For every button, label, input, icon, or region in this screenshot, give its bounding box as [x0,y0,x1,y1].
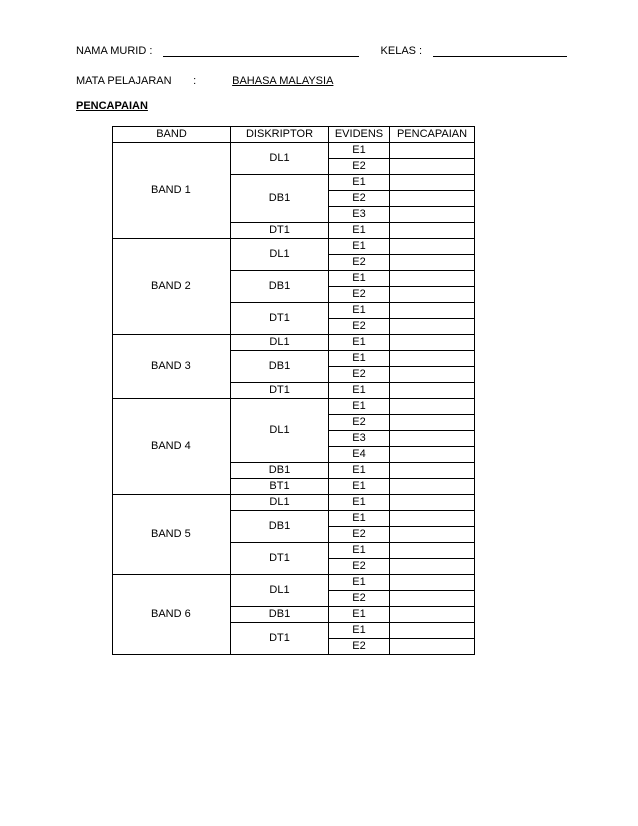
evidence-cell: E2 [329,415,390,431]
descriptor-cell: DL1 [231,239,329,271]
achievement-input-cell[interactable] [390,399,475,415]
evidence-cell: E1 [329,607,390,623]
achievement-input-cell[interactable] [390,303,475,319]
achievement-input-cell[interactable] [390,287,475,303]
header-pencapaian: PENCAPAIAN [390,127,475,143]
table-row [113,575,475,591]
evidence-cell: E3 [329,431,390,447]
descriptor-cell: DT1 [231,223,329,239]
header-band: BAND [113,127,231,143]
evidence-cell: E1 [329,463,390,479]
achievement-input-cell[interactable] [390,447,475,463]
evidence-cell: E1 [329,271,390,287]
achievement-input-cell[interactable] [390,591,475,607]
table-row [113,399,475,415]
achievement-input-cell[interactable] [390,223,475,239]
descriptor-cell: DL1 [231,399,329,463]
evidence-cell: E1 [329,623,390,639]
descriptor-cell: DB1 [231,175,329,223]
achievement-input-cell[interactable] [390,255,475,271]
evidence-cell: E1 [329,495,390,511]
evidence-cell: E1 [329,543,390,559]
descriptor-cell: DL1 [231,495,329,511]
descriptor-cell: DB1 [231,351,329,383]
achievement-input-cell[interactable] [390,607,475,623]
evidence-cell: E2 [329,591,390,607]
achievement-input-cell[interactable] [390,543,475,559]
evidence-cell: E2 [329,639,390,655]
achievement-input-cell[interactable] [390,623,475,639]
mata-pelajaran-label: MATA PELAJARAN [76,75,172,87]
descriptor-cell: DL1 [231,143,329,175]
achievement-input-cell[interactable] [390,463,475,479]
evidence-cell: E2 [329,191,390,207]
descriptor-cell: DT1 [231,303,329,335]
descriptor-cell: DT1 [231,383,329,399]
evidence-cell: E2 [329,527,390,543]
evidence-cell: E1 [329,479,390,495]
achievement-input-cell[interactable] [390,639,475,655]
achievement-input-cell[interactable] [390,559,475,575]
evidence-cell: E2 [329,255,390,271]
achievement-table [112,126,475,655]
band-cell: BAND 1 [113,143,231,239]
band-cell: BAND 6 [113,575,231,655]
evidence-cell: E1 [329,511,390,527]
evidence-cell: E1 [329,239,390,255]
band-cell: BAND 4 [113,399,231,495]
header-diskriptor: DISKRIPTOR [231,127,329,143]
descriptor-cell: DB1 [231,607,329,623]
evidence-cell: E1 [329,399,390,415]
achievement-input-cell[interactable] [390,191,475,207]
subject-value: BAHASA MALAYSIA [232,75,334,87]
evidence-cell: E4 [329,447,390,463]
descriptor-cell: DL1 [231,575,329,607]
nama-murid-field[interactable] [163,44,359,57]
table-body [113,143,475,655]
achievement-input-cell[interactable] [390,207,475,223]
subject-colon: : [193,75,197,87]
achievement-input-cell[interactable] [390,575,475,591]
band-cell: BAND 3 [113,335,231,399]
descriptor-cell: BT1 [231,479,329,495]
achievement-input-cell[interactable] [390,383,475,399]
achievement-input-cell[interactable] [390,351,475,367]
band-cell: BAND 5 [113,495,231,575]
achievement-input-cell[interactable] [390,527,475,543]
achievement-input-cell[interactable] [390,415,475,431]
evidence-cell: E1 [329,575,390,591]
header-evidens: EVIDENS [329,127,390,143]
achievement-input-cell[interactable] [390,479,475,495]
evidence-cell: E3 [329,207,390,223]
kelas-label: KELAS : [380,45,423,57]
achievement-input-cell[interactable] [390,335,475,351]
achievement-input-cell[interactable] [390,511,475,527]
achievement-input-cell[interactable] [390,495,475,511]
evidence-cell: E2 [329,559,390,575]
achievement-input-cell[interactable] [390,239,475,255]
evidence-cell: E1 [329,143,390,159]
section-title: PENCAPAIAN [76,100,148,112]
achievement-input-cell[interactable] [390,175,475,191]
achievement-input-cell[interactable] [390,159,475,175]
evidence-cell: E1 [329,223,390,239]
table-row [113,495,475,511]
descriptor-cell: DB1 [231,463,329,479]
evidence-cell: E2 [329,319,390,335]
band-cell: BAND 2 [113,239,231,335]
evidence-cell: E1 [329,175,390,191]
achievement-input-cell[interactable] [390,143,475,159]
descriptor-cell: DB1 [231,511,329,543]
descriptor-cell: DL1 [231,335,329,351]
achievement-input-cell[interactable] [390,319,475,335]
achievement-input-cell[interactable] [390,367,475,383]
table-header-row [113,127,475,143]
achievement-input-cell[interactable] [390,271,475,287]
evidence-cell: E1 [329,303,390,319]
kelas-field[interactable] [433,44,567,57]
achievement-input-cell[interactable] [390,431,475,447]
evidence-cell: E2 [329,159,390,175]
table-row [113,335,475,351]
student-info-row [76,44,567,57]
descriptor-cell: DT1 [231,543,329,575]
table-row [113,239,475,255]
evidence-cell: E1 [329,335,390,351]
descriptor-cell: DT1 [231,623,329,655]
evidence-cell: E1 [329,351,390,367]
evidence-cell: E2 [329,367,390,383]
nama-murid-label: NAMA MURID : [76,45,153,57]
subject-row [76,75,333,87]
table-row [113,143,475,159]
evidence-cell: E1 [329,383,390,399]
descriptor-cell: DB1 [231,271,329,303]
evidence-cell: E2 [329,287,390,303]
